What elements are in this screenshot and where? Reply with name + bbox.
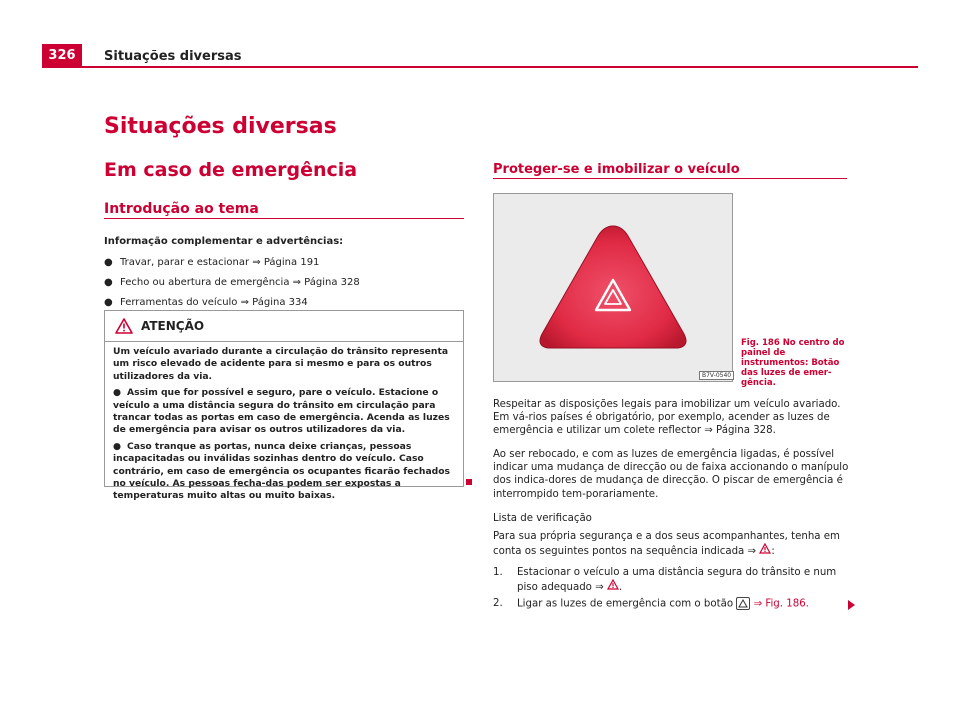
section-divider — [493, 178, 847, 179]
period: . — [618, 582, 623, 594]
warning-triangle-icon[interactable] — [607, 579, 619, 590]
step-number: 2. — [493, 598, 503, 609]
colon: : — [771, 546, 775, 558]
checklist-intro-block — [493, 530, 851, 558]
section-title: Proteger-se e imobilizar o veículo — [493, 162, 740, 177]
bullet-icon: ● — [104, 296, 113, 308]
intro-text: Informação complementar e advertências: — [104, 236, 344, 247]
warning-item — [113, 387, 455, 437]
figure-caption: Fig. 186 No centro do painel de instrumentos: Botão das luzes de emer-gência. — [741, 338, 845, 388]
bullet-icon: ● — [104, 276, 113, 288]
hazard-button-figure — [493, 193, 733, 382]
figure-reference-link[interactable]: ⇒ Fig. 186. — [753, 598, 809, 610]
warning-title: ATENÇÃO — [141, 319, 205, 333]
bullet-icon: ● — [113, 387, 122, 399]
warning-box — [104, 310, 464, 502]
figure-code: B7V-0540 — [699, 371, 734, 380]
step-number: 1. — [493, 567, 503, 578]
section-end-marker — [466, 479, 472, 485]
subsection-divider — [104, 218, 464, 219]
step-text: Ligar as luzes de emergência com o botão — [517, 598, 734, 610]
checklist-title: Lista de verificação — [493, 513, 592, 524]
running-header: Situações diversas — [104, 49, 242, 64]
warning-triangle-icon[interactable] — [759, 543, 771, 554]
reference-list — [104, 252, 360, 312]
warning-header — [105, 311, 463, 342]
main-title: Situações diversas — [104, 114, 337, 139]
list-item — [104, 252, 360, 272]
warning-item-text: Caso tranque as portas, nunca deixe crianças, pessoas incapacitadas ou inválidas sozinhas dentro do veículo. Caso contrário, em caso de emergência os ocupantes ficarão fechados no veículo. As pessoas fecha-das podem ser expostas a temperaturas muito altas ou muito baixas. — [113, 440, 450, 502]
hazard-light-button-image — [494, 194, 732, 381]
warning-triangle-icon — [115, 318, 133, 334]
reference-link[interactable]: Ferramentas do veículo ⇒ Página 334 — [120, 296, 308, 308]
list-item — [104, 272, 360, 292]
bullet-icon: ● — [104, 256, 113, 268]
checklist-step — [493, 566, 851, 594]
step-text-block — [517, 597, 851, 611]
continue-arrow-icon — [848, 600, 855, 610]
list-item — [104, 292, 360, 312]
reference-link[interactable]: Fecho ou abertura de emergência ⇒ Página 328 — [120, 276, 360, 288]
paragraph: Ao ser rebocado, e com as luzes de emergência ligadas, é possível indicar uma mudança de direcção ou de faixa accionando o manípulo dos indica-dores de mudança de direcção. O piscar de emergência é interrompido tem-porariamente. — [493, 449, 849, 500]
warning-item-text: Assim que for possível e seguro, pare o veículo. Estacione o veículo a uma distância segura do trânsito em circulação para trancar todas as portas em caso de emergência. Acenda as luzes de emergência para avisar os outros utilizadores da via. — [113, 387, 450, 436]
hazard-button-icon — [736, 597, 750, 610]
page-number: 326 — [42, 44, 82, 66]
step-text: Estacionar o veículo a uma distância segura do trânsito e num piso adequado ⇒ — [517, 567, 837, 594]
bullet-icon: ● — [113, 440, 122, 452]
step-text-block — [517, 566, 851, 594]
warning-item — [113, 441, 455, 503]
chapter-title: Em caso de emergência — [104, 159, 358, 181]
checklist-step — [493, 597, 851, 611]
checklist-intro: Para sua própria segurança e a dos seus acompanhantes, tenha em conta os seguintes pontos na sequência indicada ⇒ — [493, 531, 840, 558]
reference-link[interactable]: Travar, parar e estacionar ⇒ Página 191 — [120, 256, 320, 268]
warning-paragraph: Um veículo avariado durante a circulação do trânsito representa um risco elevado de acidente para si mesmo e para os outros utilizadores da via. — [113, 346, 449, 382]
paragraph: Respeitar as disposições legais para imobilizar um veículo avariado. Em vá-rios países é obrigatório, por exemplo, acender as luzes de emergência e utilizar um colete reflector ⇒ Página 328. — [493, 399, 841, 437]
warning-body — [105, 342, 463, 503]
header-divider — [42, 66, 918, 68]
subsection-title: Introdução ao tema — [104, 201, 259, 217]
